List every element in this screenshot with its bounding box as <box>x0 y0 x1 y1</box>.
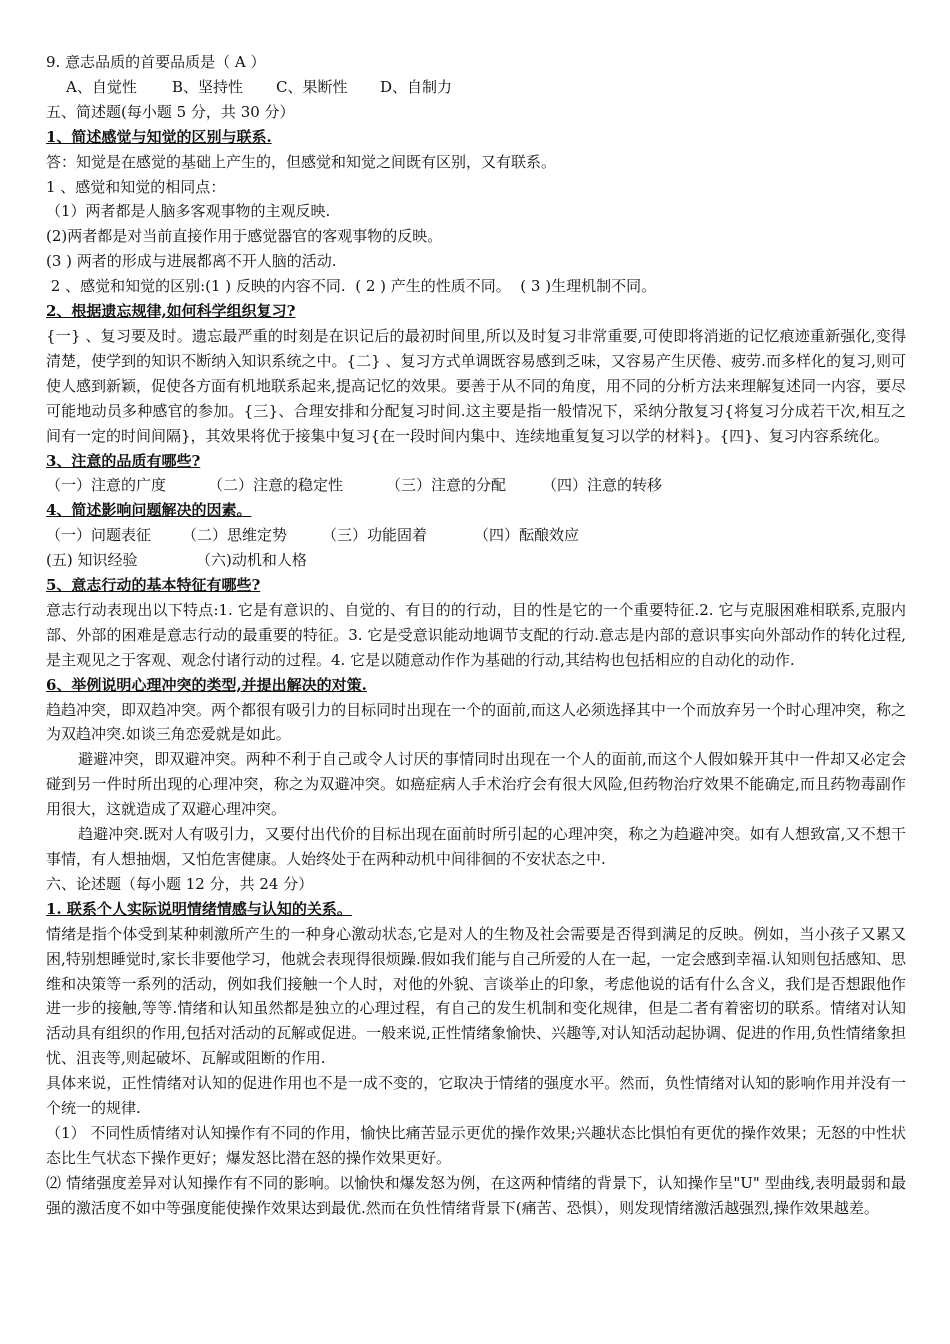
s6-q1-title: 1. 联系个人实际说明情绪情感与认知的关系。 <box>46 899 352 918</box>
s5-q2-answer: {一} 、复习要及时。遗忘最严重的时刻是在识记后的最初时间里,所以及时复习非常重要,可使即将消逝的记忆痕迹重新强化,变得清楚，使学到的知识不断纳入知识系统之中。{二} 、复习方式单调既容易感到乏味，又容易产生厌倦、疲劳.而多样化的复习,则可使人感到新颖，促使各方面有机地联系起来,提高记忆的效果。要善于从不同的角度，用不同的分析方法来理解复述同一内容，要尽可能地动员多种感官的参加。{三}、合理安排和分配复习时间.这主要是指一般情况下，采纳分散复习{将复习分成若干次,相互之间有一定的时间间隔}，其效果将优于接集中复习{在一段时间内集中、连续地重复复习以学的材料}。{四}、复习内容系统化。 <box>46 326 906 445</box>
question-9-options <box>46 75 906 100</box>
attention-breadth: （一）注意的广度 <box>46 476 167 495</box>
s5-q1-title: 1、简述感觉与知觉的区别与联系. <box>46 127 272 146</box>
s5-q1-diff: 2 、感觉和知觉的区别:(1 ) 反映的内容不同. ( 2 ) 产生的性质不同。 ( 3 )生理机制不同。 <box>46 277 657 296</box>
s5-q6-para-3: 趋避冲突.既对人有吸引力，又要付出代价的目标出现在面前时所引起的心理冲突，称之为趋避冲突。如有人想致富,又不想干事情，有人想抽烟，又怕危害健康。人始终处于在两种动机中间徘徊的不安状态之中. <box>46 825 906 868</box>
s5-q1-answer: 答：知觉是在感觉的基础上产生的，但感觉和知觉之间既有区别，又有联系。 <box>46 152 557 171</box>
s5-q4-title: 4、简述影响问题解决的因素。 <box>46 501 252 520</box>
s5-q1-same-heading: 1 、感觉和知觉的相同点： <box>46 177 226 196</box>
factor-1: （一）问题表征 <box>46 526 152 545</box>
s5-q4-row-2 <box>46 548 906 573</box>
s6-q1-para-3: （1） 不同性质情绪对认知操作有不同的作用，愉快比痛苦显示更优的操作效果;兴趣状态比惧怕有更优的操作效果；无怒的中性状态比生气状态下操作更好；爆发怒比潜在怒的操作效果更好。 <box>46 1123 906 1167</box>
s5-q6-para-1: 趋趋冲突，即双趋冲突。两个都很有吸引力的目标同时出现在一个的面前,而这人必须选择其中一个而放弃另一个时心理冲突，称之为双趋冲突.如谈三角恋爱就是如此。 <box>46 700 906 744</box>
section-5-heading: 五、简述题(每小题 5 分，共 30 分） <box>46 102 295 121</box>
s6-q1-para-2: 具体来说，正性情绪对认知的促进作用也不是一成不变的，它取决于情绪的强度水平。然而，负性情绪对认知的影响作用并没有一个统一的规律. <box>46 1074 906 1118</box>
s5-q1-same-1: （1）两者都是人脑多客观事物的主观反映. <box>46 202 331 221</box>
factor-3: （三）功能固着 <box>322 526 428 545</box>
factor-5: (五) 知识经验 <box>46 551 138 570</box>
factor-6: （六)动机和人格 <box>196 551 307 570</box>
option-d: D、自制力 <box>380 77 453 96</box>
s6-q1-para-4: ⑵ 情绪强度差异对认知操作有不同的影响。以愉快和爆发怒为例，在这两种情绪的背景下，认知操作呈"U" 型曲线,表明最弱和最强的激活度不如中等强度能使操作效果达到最优.然而在负性情绪背景下(痛苦、恐惧），则发现情绪激活越强烈,操作效果越差。 <box>46 1173 906 1217</box>
question-9-stem: 9. 意志品质的首要品质是（ A ） <box>46 53 266 71</box>
s5-q3-items <box>46 473 906 498</box>
option-b: B、坚持性 <box>172 77 244 96</box>
option-c: C、果断性 <box>276 77 348 96</box>
s5-q2-title: 2、根据遗忘规律,如何科学组织复习? <box>46 302 296 321</box>
attention-stability: （二）注意的稳定性 <box>208 476 344 495</box>
s5-q3-title: 3、注意的品质有哪些? <box>46 451 201 470</box>
s5-q1-same-3: (3 ) 两者的形成与进展都离不开人脑的活动. <box>46 252 337 271</box>
section-6-heading: 六、论述题（每小题 12 分，共 24 分） <box>46 874 314 893</box>
factor-2: （二）思维定势 <box>182 526 288 545</box>
s6-q1-para-1: 情绪是指个体受到某种刺激所产生的一种身心激动状态,它是对人的生物及社会需要是否得到满足的反映。例如，当小孩子又累又困,特别想睡觉时,家长非要他学习，他就会表现得很烦躁.假如我们能与自己所爱的人在一起，一定会感到幸福.认知则包括感知、思维和决策等一系列的活动，例如我们接触一个人时，对他的外貌、言谈举止的印象，考虑他说的话有什么含义，我们是否想跟他作进一步的接触,等等.情绪和认知虽然都是独立的心理过程，有自己的发生机制和变化规律，但是二者有着密切的联系。情绪对认知活动具有组织的作用,包括对活动的瓦解或促进。一般来说,正性情绪象愉快、兴趣等,对认知活动起协调、促进的作用,负性情绪象担忧、沮丧等,则起破坏、瓦解或阻断的作用. <box>46 924 906 1068</box>
factor-4: （四）酝酿效应 <box>474 526 580 545</box>
s5-q1-same-2: (2)两者都是对当前直接作用于感觉器官的客观事物的反映。 <box>46 227 443 246</box>
s5-q5-answer: 意志行动表现出以下特点:1. 它是有意识的、自觉的、有目的的行动，目的性是它的一个重要特征.2. 它与克服困难相联系,克服内部、外部的困难是意志行动的最重要的特征。3. 它是受意识能动地调节支配的行动.意志是内部的意识事实向外部动作的转化过程,是主观见之于客观、观念付诸行动的过程。4. 它是以随意动作作为基础的行动,其结构也包括相应的自动化的动作. <box>46 600 906 669</box>
s5-q6-para-2: 避避冲突，即双避冲突。两种不利于自己或令人讨厌的事情同时出现在一个人的面前,而这个人假如躲开其中一件却又必定会碰到另一件时所出现的心理冲突，称之为双避冲突。如癌症病人手术治疗会有很大风险,但药物治疗效果不能确定,而且药物毒副作用很大，这就造成了双避心理冲突。 <box>46 750 906 819</box>
attention-shift: （四）注意的转移 <box>542 476 663 495</box>
option-a: A、自觉性 <box>66 77 137 96</box>
s5-q6-title: 6、举例说明心理冲突的类型,并提出解决的对策. <box>46 675 367 694</box>
s5-q4-row-1 <box>46 523 906 548</box>
attention-distribution: （三）注意的分配 <box>386 476 507 495</box>
s5-q5-title: 5、意志行动的基本特征有哪些? <box>46 576 261 595</box>
